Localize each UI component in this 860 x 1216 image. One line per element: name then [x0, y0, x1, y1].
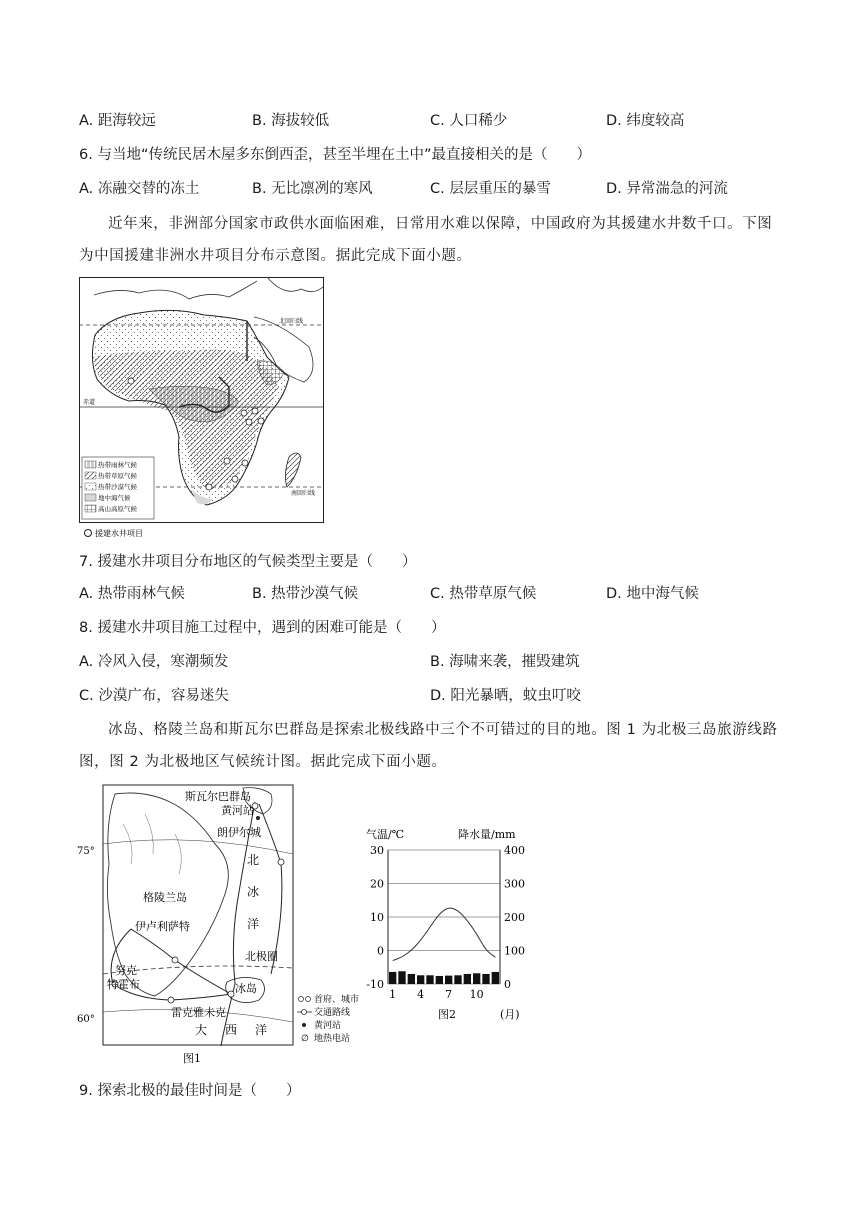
q9-stem: 9. 探索北极的最佳时间是（ ） — [79, 1083, 301, 1099]
q8-stem: 8. 援建水井项目施工过程中，遇到的困难可能是（ ） — [79, 620, 446, 636]
precipitation-bar — [445, 976, 452, 984]
label-longyearbyen: 朗伊尔城 — [217, 826, 261, 839]
legend-geothermal: 地热电站 — [314, 1034, 351, 1044]
chart-right-tick: 0 — [504, 978, 511, 991]
precipitation-bar — [464, 974, 471, 984]
q7-option-a[interactable]: A. 热带雨林气候 — [79, 586, 185, 602]
legend-well: 援建水井项目 — [95, 529, 143, 538]
label-arctic-circle: 北极圈 — [245, 950, 278, 963]
chart-right-tick: 100 — [504, 944, 525, 958]
q6-stem: 6. 与当地“传统民居木屋多东倒西歪，甚至半埋在土中”最直接相关的是（ ） — [79, 147, 591, 163]
temperature-line — [393, 908, 496, 960]
q6-option-b[interactable]: B. 无比凛冽的寒风 — [252, 181, 373, 197]
legend-highland: 高山高原气候 — [98, 505, 137, 513]
q7-option-b[interactable]: B. 热带沙漠气候 — [252, 586, 359, 602]
chart-right-tick: 300 — [504, 877, 525, 891]
label-tropic-capricorn: 南回归线 — [291, 490, 316, 497]
q8-option-d[interactable]: D. 阳光暴晒，蚊虫叮咬 — [430, 688, 581, 704]
precipitation-bar — [389, 972, 396, 984]
arctic-legend — [297, 993, 359, 1044]
precipitation-bar — [398, 971, 405, 984]
chart-left-tick: 0 — [377, 944, 384, 958]
legend-mediterranean: 地中海气候 — [98, 494, 131, 502]
q5-option-c[interactable]: C. 人口稀少 — [430, 113, 508, 129]
precipitation-bar — [417, 975, 424, 984]
legend-route: 交通路线 — [314, 1008, 351, 1018]
label-tropic-cancer: 北回归线 — [279, 318, 304, 325]
chart-x-tick: 7 — [445, 988, 453, 1001]
arctic-climate-chart — [360, 822, 530, 1022]
q5-option-a[interactable]: A. 距海较远 — [79, 113, 156, 129]
arctic-route-map — [75, 784, 365, 1066]
label-reykjavik: 雷克雅未克 — [171, 1006, 226, 1019]
label-lat-60: 60° — [77, 1014, 95, 1025]
q8-option-a[interactable]: A. 冷风入侵，寒潮频发 — [79, 654, 229, 670]
precipitation-bar — [454, 975, 461, 984]
passage-africa: 近年来，非洲部分国家市政供水面临困难，日常用水难以保障，中国政府为其援建水井数千口。下图为中国援建非洲水井项目分布示意图。据此完成下面小题。 — [79, 216, 773, 264]
q7-option-d[interactable]: D. 地中海气候 — [606, 586, 699, 602]
label-arctic-ocean-3: 洋 — [247, 917, 260, 931]
q7-stem: 7. 援建水井项目分布地区的气候类型主要是（ ） — [79, 554, 417, 570]
well-legend-icon — [85, 530, 92, 537]
q8-option-b[interactable]: B. 海啸来袭，摧毁建筑 — [430, 654, 580, 670]
label-nuuk-2: 特霍布 — [107, 978, 140, 991]
chart-x-label: (月) — [500, 1008, 520, 1021]
q6-option-d[interactable]: D. 异常湍急的河流 — [606, 181, 728, 197]
chart-left-axis-label: 气温/℃ — [366, 828, 405, 841]
precipitation-bar — [408, 974, 415, 984]
precipitation-bar — [426, 975, 433, 984]
legend-station: 黄河站 — [314, 1021, 342, 1031]
label-greenland: 格陵兰岛 — [143, 891, 187, 904]
chart-x-tick: 10 — [469, 988, 484, 1001]
label-ilulissat: 伊卢利萨特 — [135, 920, 190, 933]
q5-option-b[interactable]: B. 海拔较低 — [252, 113, 330, 129]
q6-option-c[interactable]: C. 层层重压的暴雪 — [430, 181, 551, 197]
legend-city: 首府、城市 — [314, 995, 360, 1005]
legend-savanna: 热带草原气候 — [98, 472, 137, 480]
chart-left-tick: 20 — [370, 877, 384, 891]
precipitation-bar — [492, 972, 499, 984]
chart-x-tick: 4 — [417, 988, 425, 1001]
legend-desert: 热带沙漠气候 — [98, 483, 137, 491]
label-arctic-ocean-2: 冰 — [247, 885, 260, 899]
chart-right-axis-label: 降水量/mm — [458, 828, 516, 841]
label-lat-75: 75° — [77, 846, 95, 857]
q6-option-a[interactable]: A. 冻融交替的冻土 — [79, 181, 200, 197]
fig2-caption: 图2 — [438, 1008, 456, 1021]
legend-rainforest: 热带雨林气候 — [98, 461, 137, 469]
label-atlantic-2: 西 — [225, 1023, 238, 1037]
fig1-caption: 图1 — [183, 1052, 201, 1065]
q7-option-c[interactable]: C. 热带草原气候 — [430, 586, 537, 602]
chart-right-tick: 200 — [504, 911, 525, 924]
q8-option-c[interactable]: C. 沙漠广布，容易迷失 — [79, 688, 229, 704]
passage-arctic: 冰岛、格陵兰岛和斯瓦尔巴群岛是探索北极线路中三个不可错过的目的地。图 1 为北极三岛旅游线路图，图 2 为北极地区气候统计图。据此完成下面小题。 — [79, 722, 778, 770]
label-svalbard: 斯瓦尔巴群岛 — [185, 790, 251, 803]
chart-left-tick: 30 — [370, 844, 384, 857]
svg-text:∅: ∅ — [301, 1034, 309, 1044]
q5-option-d[interactable]: D. 纬度较高 — [606, 113, 685, 129]
chart-left-tick: 10 — [370, 911, 384, 924]
africa-well-map — [79, 277, 324, 543]
label-atlantic-1: 大 — [195, 1023, 208, 1037]
chart-left-tick: -10 — [366, 978, 384, 991]
label-equator: 赤道 — [83, 399, 96, 406]
precipitation-bar — [473, 973, 480, 984]
label-atlantic-3: 洋 — [255, 1023, 268, 1037]
chart-x-tick: 1 — [389, 988, 397, 1001]
chart-right-tick: 400 — [504, 844, 525, 857]
label-iceland: 冰岛 — [235, 982, 257, 995]
label-arctic-ocean-1: 北 — [247, 853, 260, 867]
precipitation-bar — [436, 976, 443, 984]
label-nuuk-1: 努克 — [115, 964, 137, 977]
label-yellow-river-station: 黄河站 — [221, 804, 254, 817]
precipitation-bar — [482, 974, 489, 984]
